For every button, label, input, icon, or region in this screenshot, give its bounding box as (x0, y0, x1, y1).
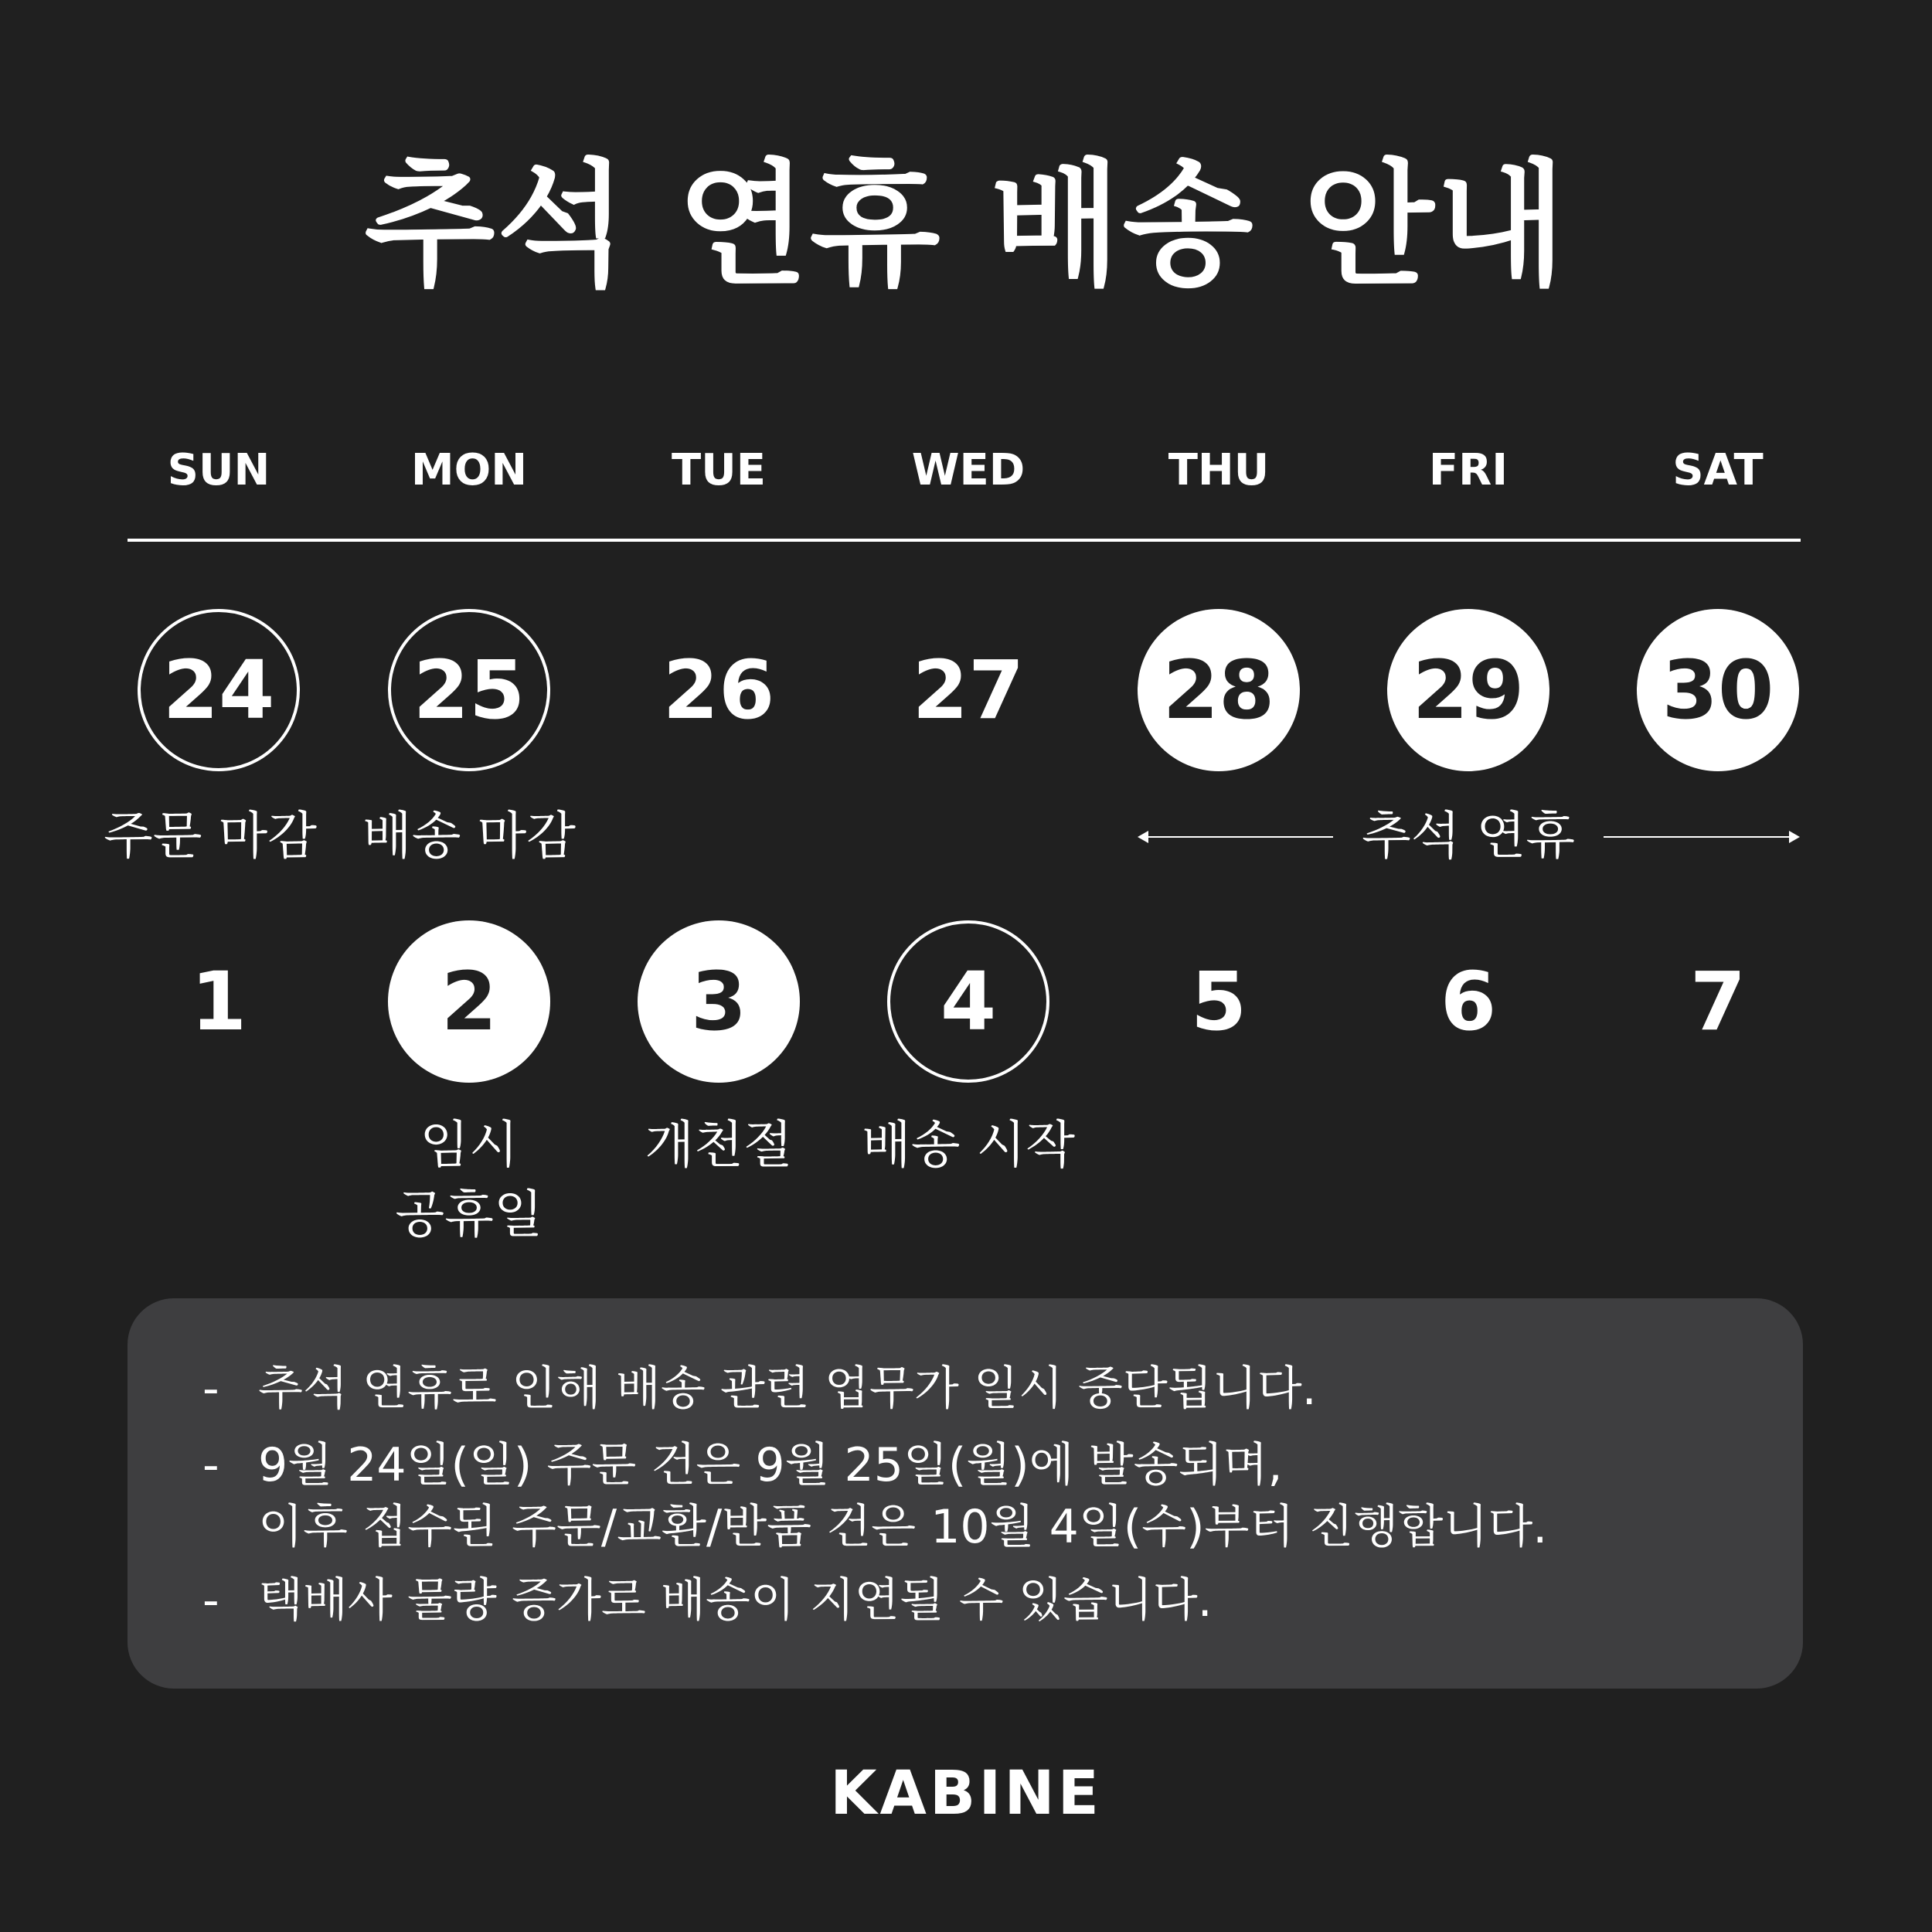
weekday-thu: THU (1168, 445, 1270, 495)
weekday-mon: MON (410, 445, 528, 495)
label-temporary-holiday: 임시 공휴일 (395, 1115, 543, 1244)
notice-text-3: 택배사 물량 증가로 배송이 지연될 수 있습니다. (258, 1573, 1213, 1628)
day-25: 25 (388, 609, 550, 771)
day-4: 4 (887, 920, 1049, 1083)
label-order-deadline: 주문 마감 (103, 806, 317, 866)
header-divider (128, 539, 1801, 542)
weekday-sun: SUN (167, 445, 270, 495)
day-5: 5 (1190, 954, 1247, 1049)
day-30: 30 (1637, 609, 1799, 771)
weekday-wed: WED (911, 445, 1026, 495)
day-27: 27 (912, 643, 1025, 737)
notice-text-1: 추석 연휴로 인해 배송 관련 업무가 일시 중단됩니다. (258, 1362, 1317, 1416)
label-shipping-deadline: 배송 마감 (362, 806, 576, 866)
notice-text-2: 9월 24일(일) 주문 건은 9월 25일(월)에 발송되며, 이후 접수된 주문/교환/반품 건은 10월 4일(수)부터 진행합니다. (258, 1438, 1548, 1554)
weekday-sat: SAT (1672, 445, 1764, 495)
day-2: 2 (388, 920, 550, 1083)
brand-logo: KABINE (830, 1759, 1102, 1828)
weekday-tue: TUE (672, 445, 766, 495)
day-26: 26 (662, 643, 775, 737)
bullet-dash: - (202, 1438, 219, 1492)
arrow-right-icon (1789, 831, 1800, 843)
day-6: 6 (1440, 954, 1497, 1049)
page-title: 추석 연휴 배송 안내 (364, 148, 1568, 304)
label-shipping-start: 배송 시작 (861, 1115, 1075, 1175)
day-1: 1 (190, 954, 247, 1049)
day-3: 3 (638, 920, 800, 1083)
label-foundation-day: 개천절 (645, 1115, 793, 1175)
bullet-dash: - (202, 1573, 219, 1628)
day-29: 29 (1387, 609, 1549, 771)
day-24: 24 (138, 609, 300, 771)
holiday-arrow-left-line (1144, 836, 1333, 838)
label-chuseok-holiday: 추석 연휴 (1361, 806, 1575, 866)
holiday-arrow-right-line (1604, 836, 1793, 838)
weekday-fri: FRI (1428, 445, 1509, 495)
arrow-left-icon (1138, 831, 1148, 843)
day-7: 7 (1689, 954, 1747, 1049)
day-28: 28 (1138, 609, 1300, 771)
bullet-dash: - (202, 1362, 219, 1416)
